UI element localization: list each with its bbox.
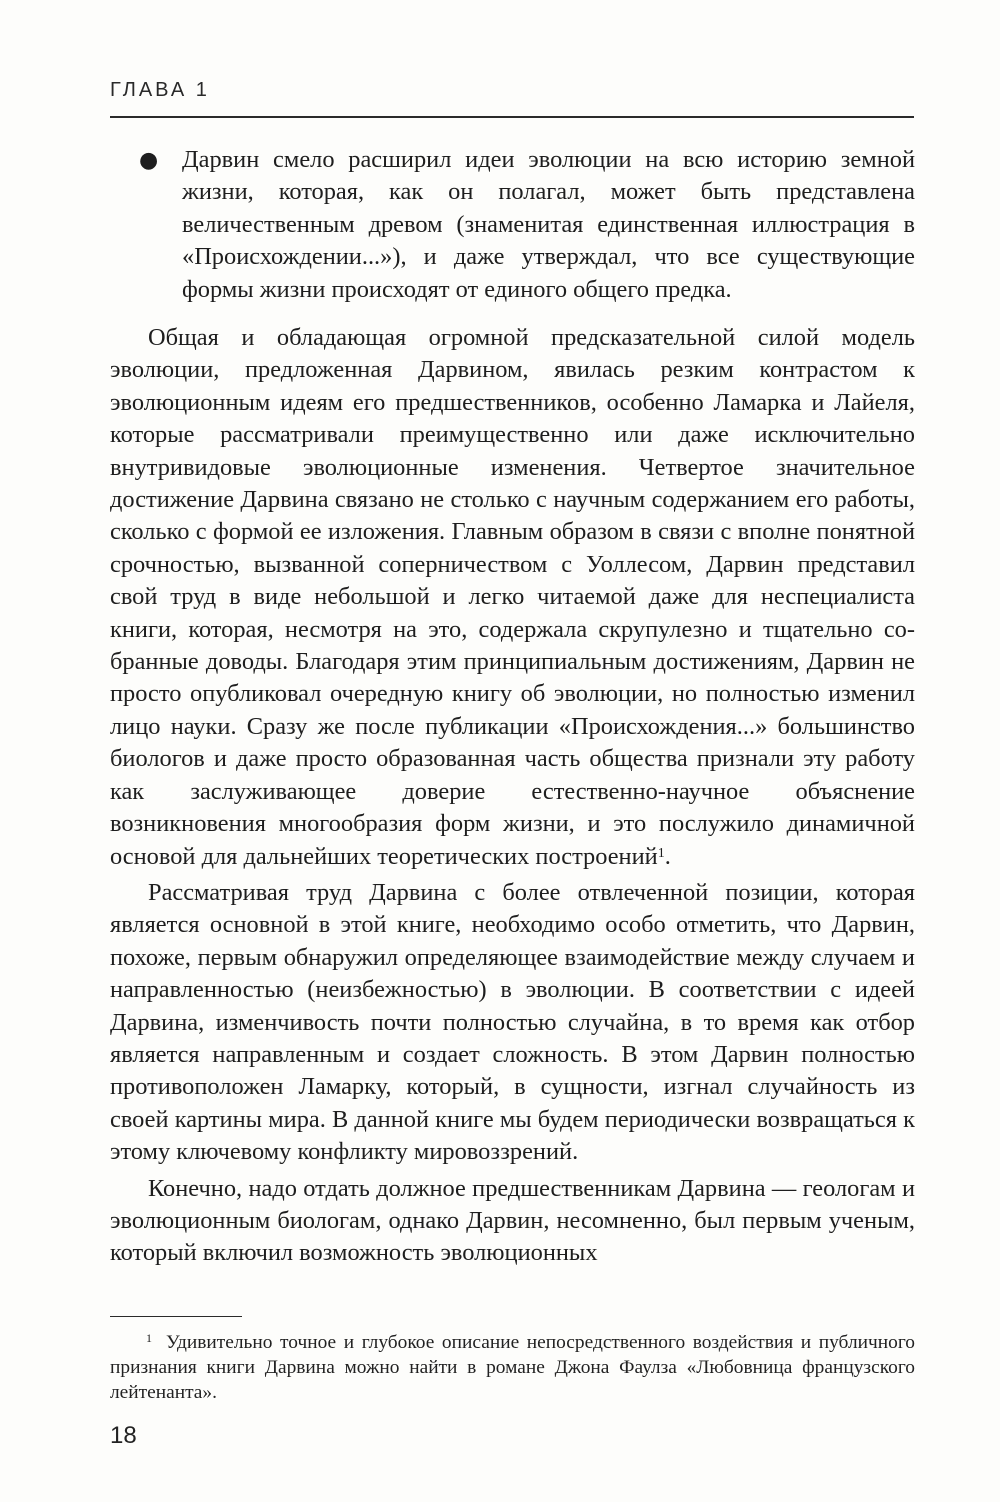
header-rule bbox=[110, 116, 914, 118]
main-text bbox=[110, 322, 915, 1270]
bullet-icon: ● bbox=[139, 148, 159, 173]
paragraph-1-text: Общая и обладающая огромной предсказательной силой модель эволюции, предложенная Дарвином, явилась резким контрастом к эволюционным идеям его предшественников, особенно Ламарка и Лайеля, которые рассматривали преимущественно или даже исключительно внутривидовые эволюционные изменения. Четвертое значительное достижение Дарвина связано не столько с научным содержанием его работы, сколько с формой ее изложения. Главным образом в связи с вполне понятной срочностью, вызванной соперничеством с Уоллесом, Дарвин представил свой труд в виде небольшой и легко читаемой даже для неспециалиста книги, которая, несмотря на это, содержала скрупулезно и тщательно собранные доводы. Благодаря этим принципиальным достижениям, Дарвин не просто опубликовал очередную книгу об эволюции, но полностью изменил лицо науки. Сразу же после публикации «Происхождения...» большинство биологов и даже просто образованная часть общества признали эту работу как заслуживающее доверие естественно-научное объяснение возникновения многообразия форм жизни, и это послужило динамичной основой для дальнейших теоретических построений bbox=[110, 324, 915, 870]
paragraph-2: Рассматривая труд Дарвина с более отвлеченной позиции, которая является основной в этой книге, необходимо особо отметить, что Дарвин, похоже, первым обнаружил определяющее взаимодействие между случаем и направленностью (неизбежностью) в эволюции. В соответствии с идеей Дарвина, изменчивость почти полностью случайна, в то время как отбор является направленным и создает сложность. В этом Дарвин полностью противоположен Ламарку, который, в сущности, изгнал случайность из своей картины мира. В данной книге мы будем периодически возвращаться к этому ключевому конфликту мировоззрений. bbox=[110, 878, 915, 1166]
footnote-text: Удивительно точное и глубокое описание непосредственного воздействия и публичного признания книги Дарвина можно найти в романе Джона Фаулза «Любовница французского лейтенанта». bbox=[110, 1332, 915, 1403]
paragraph-1-tail: . bbox=[664, 842, 671, 870]
footnote-reference[interactable]: 1 bbox=[657, 845, 665, 861]
bullet-text: Дарвин смело расширил идеи эволюции на всю историю земной жизни, которая, как он полагал, может быть представлена величественным древом (знаменитая единственная иллюстрация в «Происхождении...»), и даже утверждал, что все существующие формы жизни происходят от единого общего предка. bbox=[182, 146, 915, 303]
bullet-list-item bbox=[139, 144, 915, 306]
paragraph-1 bbox=[110, 322, 915, 873]
footnote-rule bbox=[110, 1316, 242, 1317]
page-number: 18 bbox=[110, 1422, 137, 1449]
running-head: ГЛАВА 1 bbox=[110, 79, 210, 101]
paragraph-3: Конечно, надо отдать должное предшественникам Дарвина — геологам и эволюционным биологам, однако Дарвин, несомненно, был первым ученым, который включил возможность эволюционных bbox=[110, 1174, 915, 1267]
footnote bbox=[110, 1330, 915, 1405]
footnote-marker: 1 bbox=[146, 1331, 152, 1345]
